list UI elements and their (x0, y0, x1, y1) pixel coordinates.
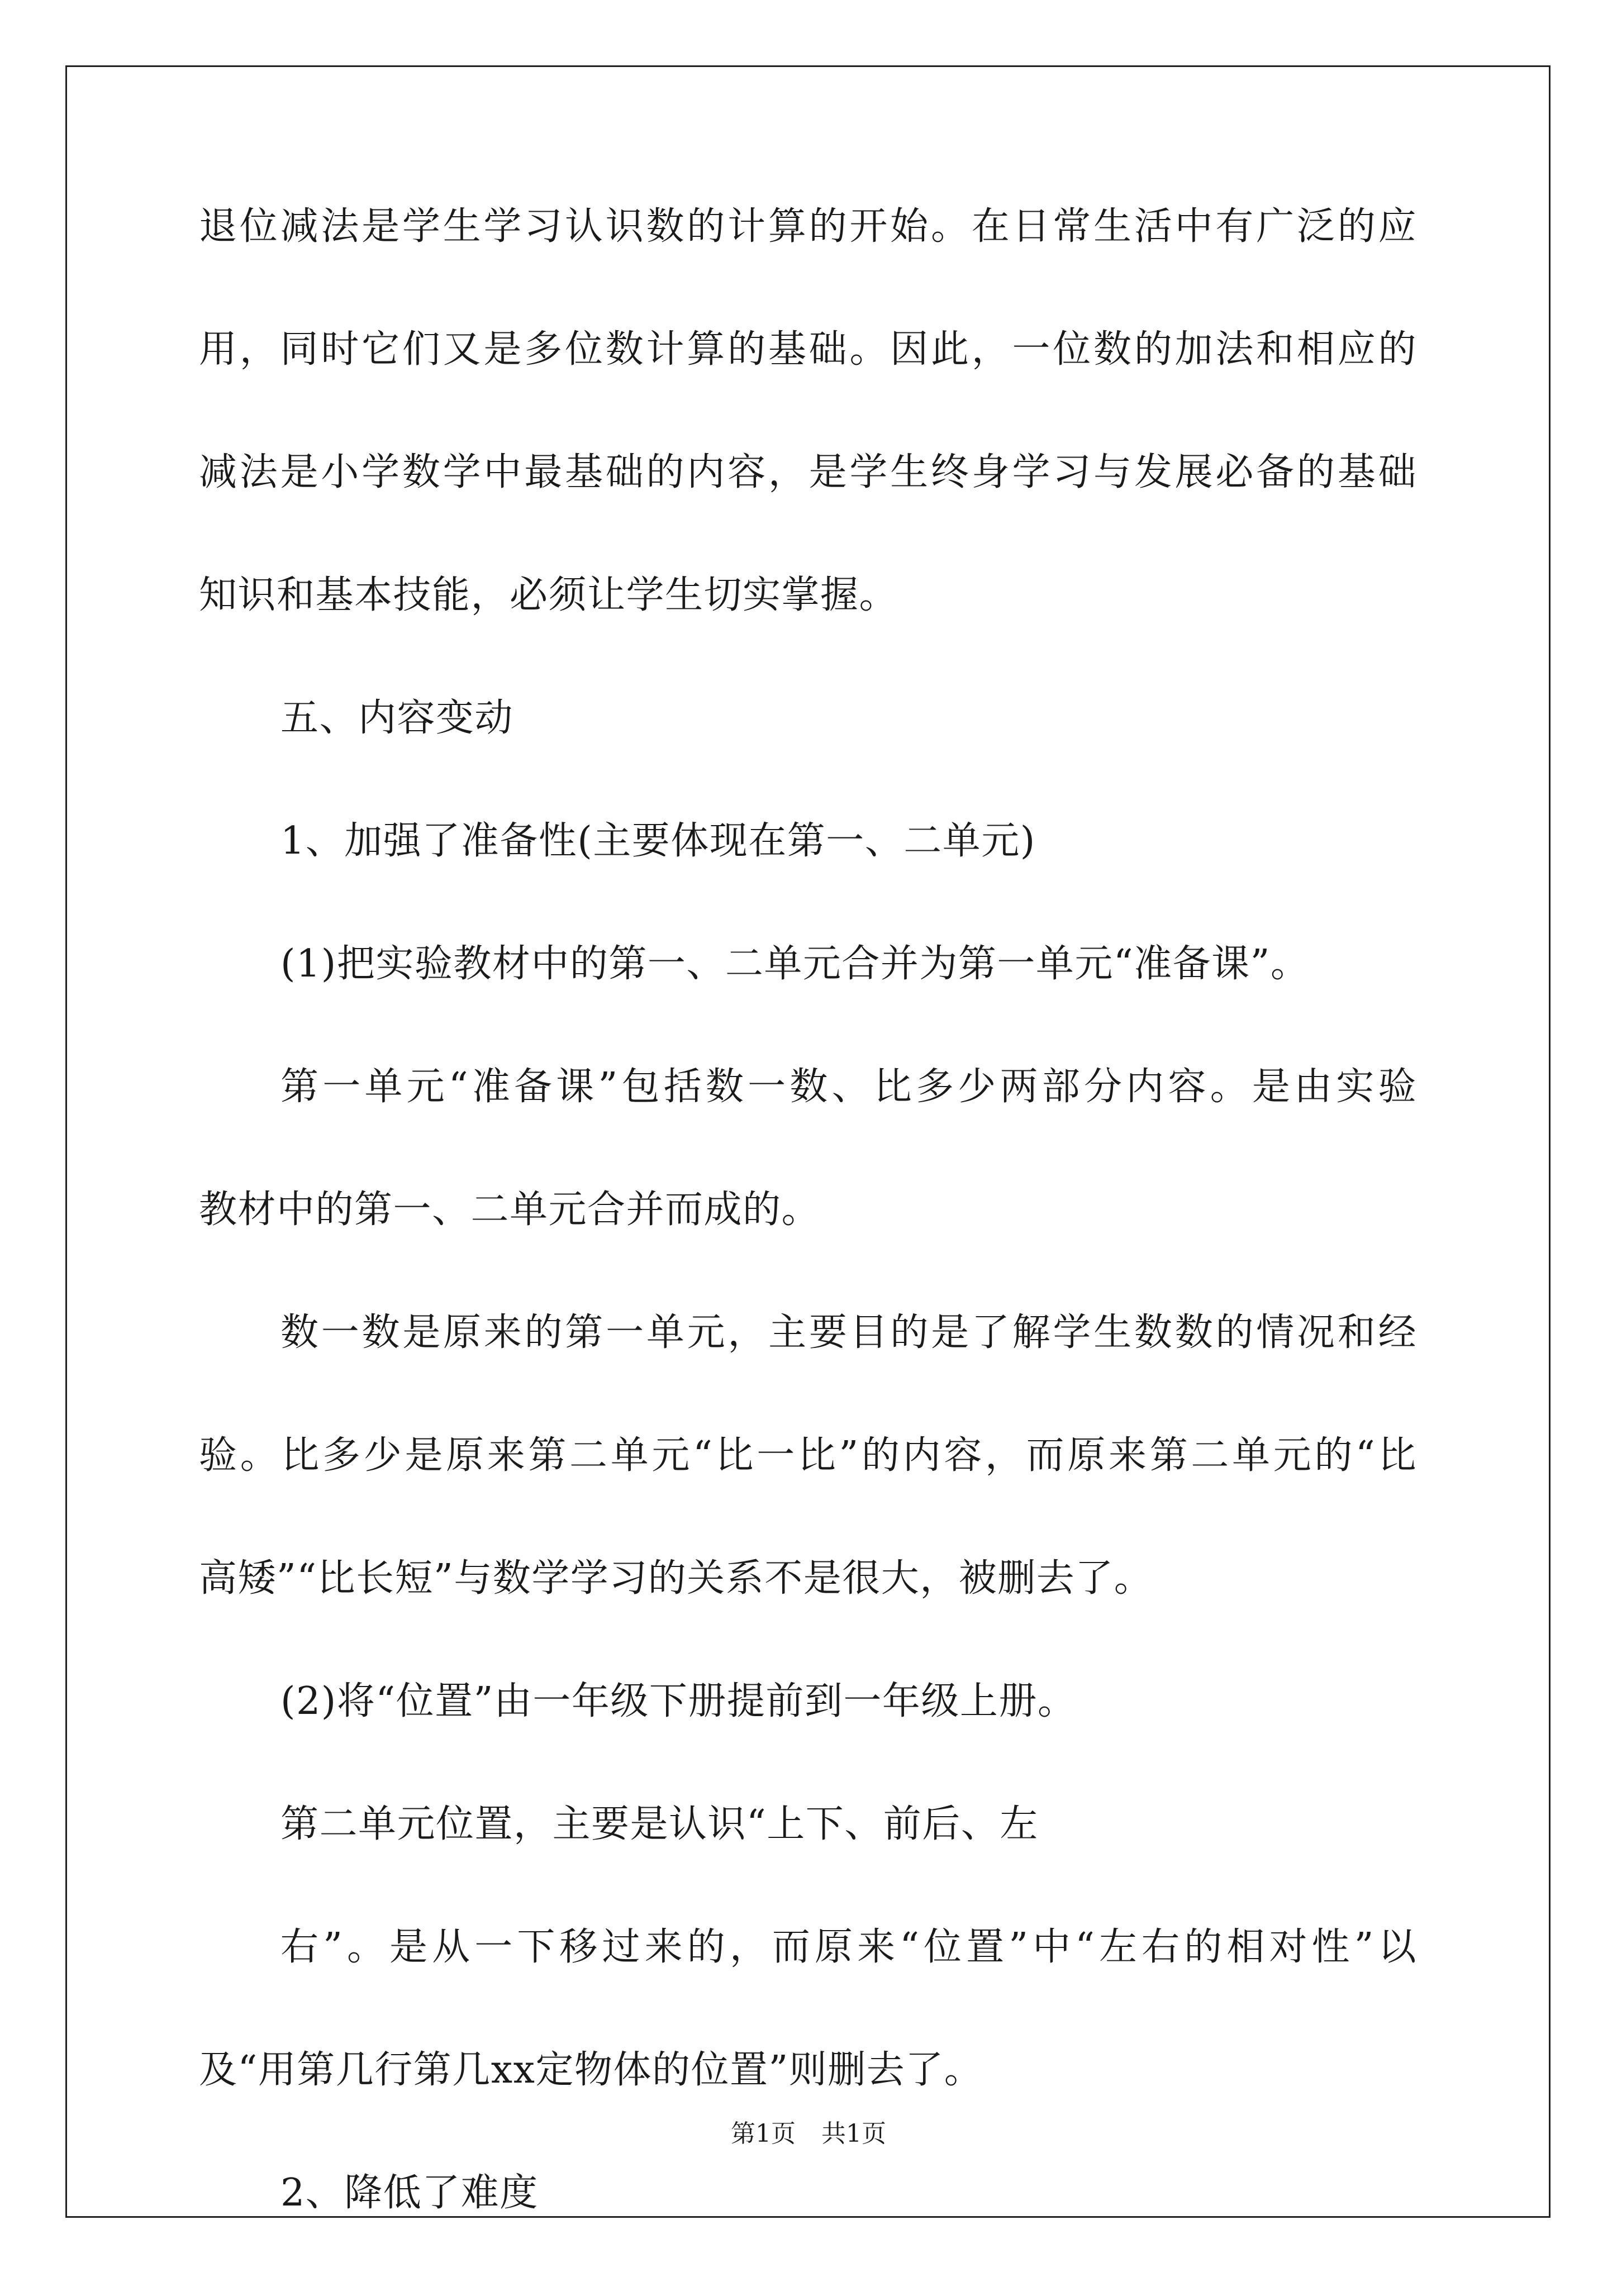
page-total: 共1页 (821, 2119, 886, 2148)
paragraph-line: 用，同时它们又是多位数计算的基础。因此，一位数的加法和相应的 (199, 327, 1417, 371)
paragraph-line: 高矮”“比长短”与数学学习的关系不是很大，被删去了。 (199, 1556, 1153, 1600)
paragraph-line: 右”。是从一下移过来的，而原来“位置”中“左右的相对性”以 (280, 1925, 1417, 1969)
document-body (199, 204, 1417, 2296)
paragraph-line: 教材中的第一、二单元合并而成的。 (199, 1188, 821, 1232)
page-number: 第1页 (731, 2119, 796, 2148)
paragraph-line: 第一单元“准备课”包括数一数、比多少两部分内容。是由实验 (280, 1065, 1417, 1109)
subsection-heading: 2、降低了难度 (280, 2171, 539, 2215)
paragraph-line: 及“用第几行第几xx定物体的位置”则删去了。 (199, 2048, 983, 2092)
paragraph-line: 数一数是原来的第一单元，主要目的是了解学生数数的情况和经 (280, 1311, 1417, 1355)
paragraph-line: 第二单元位置，主要是认识“上下、前后、左 (280, 1802, 1039, 1846)
item-heading: (1)把实验教材中的第一、二单元合并为第一单元“准备课”。 (280, 942, 1310, 986)
subsection-heading: 1、加强了准备性(主要体现在第一、二单元) (280, 819, 1036, 863)
item-heading: (2)将“位置”由一年级下册提前到一年级上册。 (280, 1679, 1077, 1723)
paragraph-line: 验。比多少是原来第二单元“比一比”的内容，而原来第二单元的“比 (199, 1433, 1417, 1478)
paragraph-line: 知识和基本技能，必须让学生切实掌握。 (199, 573, 898, 617)
paragraph-line: 减法是小学数学中最基础的内容，是学生终身学习与发展必备的基础 (199, 450, 1417, 494)
paragraph-line: 退位减法是学生学习认识数的计算的开始。在日常生活中有广泛的应 (199, 204, 1417, 249)
section-heading: 五、内容变动 (280, 696, 514, 740)
page-footer (0, 2120, 1617, 2148)
